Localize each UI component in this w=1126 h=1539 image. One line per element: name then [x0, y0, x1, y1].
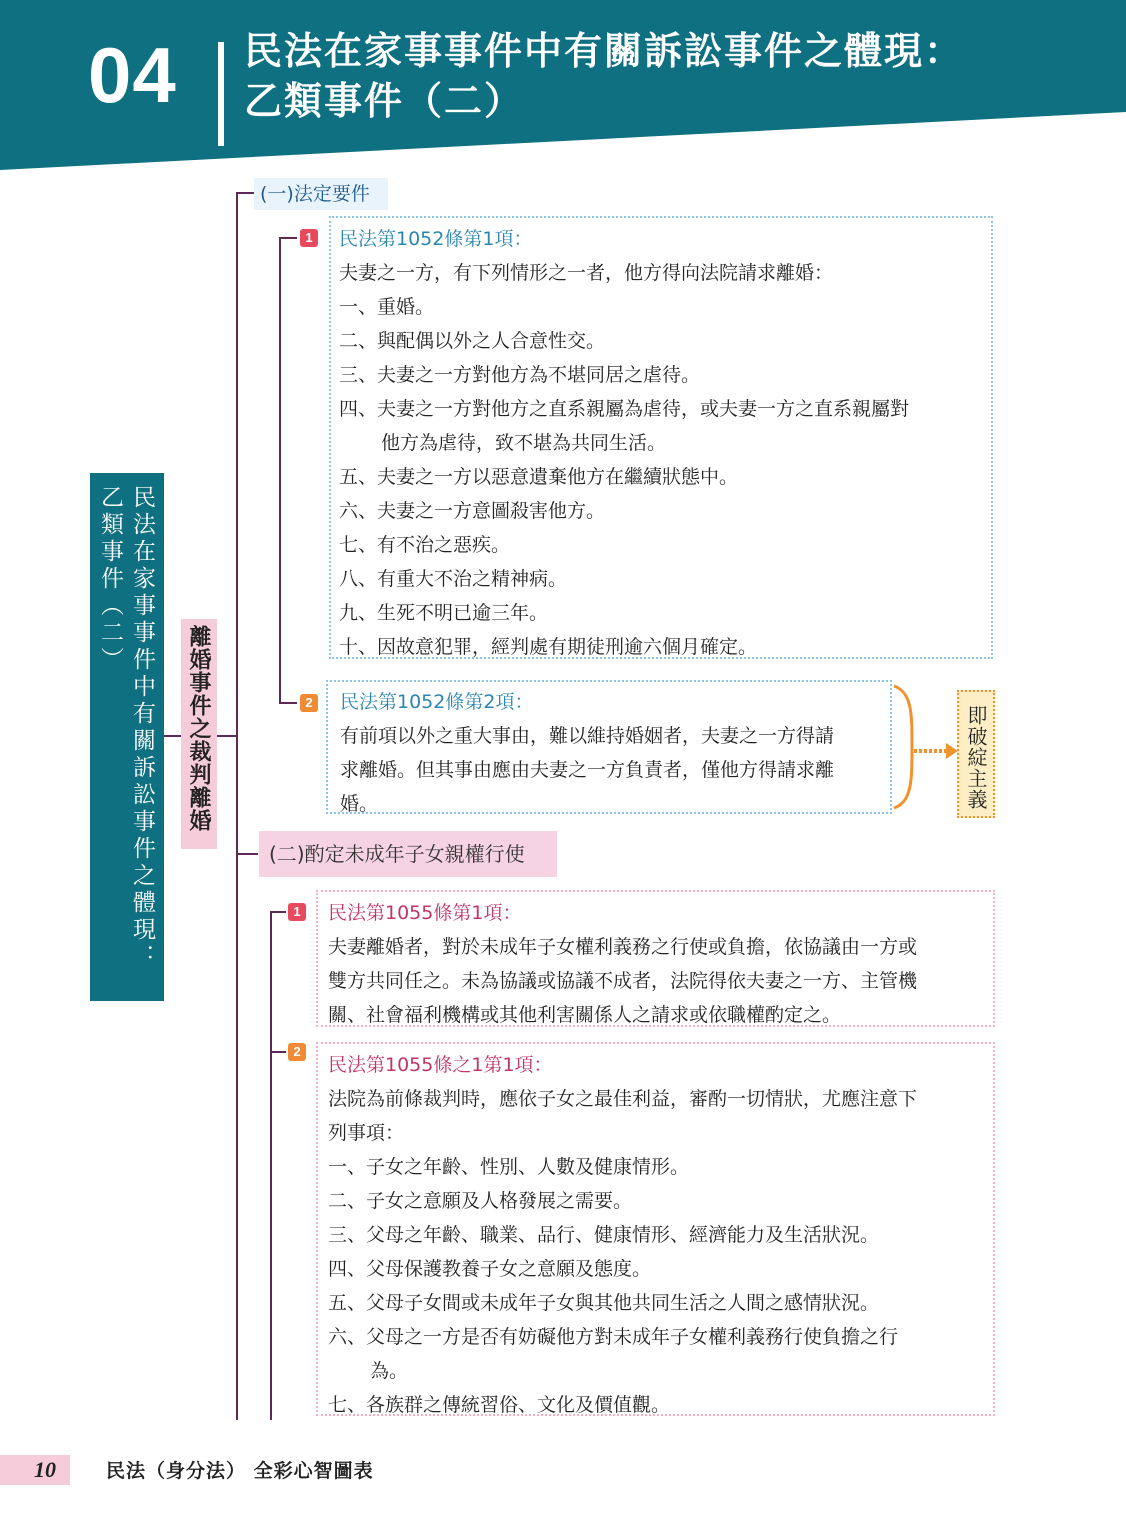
article-line: 九、生死不明已逾三年。 — [339, 602, 549, 624]
section2-item1-badge: 1 — [288, 903, 306, 921]
brace-arrow-icon — [890, 684, 960, 810]
section2-item2-badge: 2 — [288, 1043, 306, 1061]
section1-item2-box — [326, 680, 892, 814]
article-line: 有前項以外之重大事由，難以維持婚姻者，夫妻之一方得請 — [340, 725, 835, 747]
chapter-title-line1: 民法在家事事件中有關訴訟事件之體現： — [244, 28, 965, 73]
mindmap-level1-node: 離婚事件之裁判離婚 — [181, 619, 217, 849]
article-line: 三、父母之年齡、職業、品行、健康情形、經濟能力及生活狀況。 — [328, 1224, 880, 1246]
root-label-col1: 民法在家事事件中有關訴訟事件之體現： — [129, 485, 155, 971]
branch-section2 — [236, 853, 258, 855]
article-line: 夫妻之一方，有下列情形之一者，他方得向法院請求離婚： — [339, 262, 834, 284]
article-line: 一、重婚。 — [339, 296, 435, 318]
article-line: 一、子女之年齡、性別、人數及健康情形。 — [328, 1156, 690, 1178]
article-line: 七、各族群之傳統習俗、文化及價值觀。 — [328, 1394, 671, 1416]
article-line: 四、夫妻之一方對他方之直系親屬為虐待，或夫妻一方之直系親屬對 — [339, 398, 910, 420]
breakdown-principle-note: 即破綻主義 — [957, 690, 995, 818]
section2-item1-branch — [270, 911, 286, 913]
chapter-title — [244, 26, 964, 126]
article-line: 雙方共同任之。未為協議或協議不成者，法院得依夫妻之一方、主管機 — [328, 970, 918, 992]
section1-item2-badge: 2 — [300, 694, 318, 712]
section1-item2-branch — [279, 702, 297, 704]
article-line: 列事項： — [328, 1122, 405, 1144]
article-line: 二、與配偶以外之人合意性交。 — [339, 330, 606, 352]
article-line: 三、夫妻之一方對他方為不堪同居之虐待。 — [339, 364, 701, 386]
article-line: 六、父母之一方是否有妨礙他方對未成年子女權利義務行使負擔之行 — [328, 1326, 899, 1348]
article-line: 六、夫妻之一方意圖殺害他方。 — [339, 500, 606, 522]
article-line: 四、父母保護教養子女之意願及態度。 — [328, 1258, 652, 1280]
section2-item2-box — [316, 1042, 995, 1416]
article-line: 法院為前條裁判時，應依子女之最佳利益，審酌一切情狀，尤應注意下 — [328, 1088, 918, 1110]
article-line: 七、有不治之惡疾。 — [339, 534, 511, 556]
main-trunk — [236, 192, 238, 1420]
section2-trunk — [270, 911, 272, 1420]
root-connector — [164, 735, 181, 737]
article-line: 二、子女之意願及人格發展之需要。 — [328, 1190, 633, 1212]
article-line: 他方為虐待，致不堪為共同生活。 — [381, 432, 667, 454]
section1-item1-box — [329, 216, 993, 659]
section1-heading: (一)法定要件 — [254, 178, 388, 210]
chapter-divider — [218, 42, 224, 146]
page-number: 10 — [34, 1457, 56, 1482]
article-line: 八、有重大不治之精神病。 — [339, 568, 568, 590]
article-line: 關、社會福利機構或其他利害關係人之請求或依職權酌定之。 — [328, 1004, 842, 1026]
section2-item1-box — [316, 890, 995, 1027]
article-line: 婚。 — [340, 793, 379, 815]
article-line: 為。 — [370, 1360, 409, 1382]
level1-connector — [217, 735, 237, 737]
article-title: 民法第1055條之1第1項： — [328, 1054, 553, 1076]
article-title: 民法第1055條第1項： — [328, 902, 522, 924]
article-line: 十、因故意犯罪，經判處有期徒刑逾六個月確定。 — [339, 636, 758, 658]
article-line: 五、父母子女間或未成年子女與其他共同生活之人間之感情狀況。 — [328, 1292, 880, 1314]
chapter-header — [0, 0, 1126, 170]
section2-item2-branch — [270, 1051, 286, 1053]
mindmap-root-node — [90, 473, 164, 1001]
root-label-col2: 乙類事件（二） — [97, 485, 123, 674]
article-title: 民法第1052條第1項： — [339, 228, 533, 250]
book-title: 民法（身分法） 全彩心智圖表 — [106, 1460, 374, 1482]
section1-item1-badge: 1 — [300, 229, 318, 247]
article-line: 夫妻離婚者，對於未成年子女權利義務之行使或負擔，依協議由一方或 — [328, 936, 918, 958]
chapter-title-line2: 乙類事件（二） — [244, 78, 525, 123]
chapter-number: 04 — [88, 31, 177, 119]
branch-section1 — [236, 192, 254, 194]
section2-heading: (二)酌定未成年子女親權行使 — [259, 831, 557, 877]
section1-trunk — [279, 237, 281, 704]
section1-item1-branch — [279, 237, 297, 239]
article-line: 求離婚。但其事由應由夫妻之一方負責者，僅他方得請求離 — [340, 759, 835, 781]
article-line: 五、夫妻之一方以惡意遺棄他方在繼續狀態中。 — [339, 466, 739, 488]
article-title: 民法第1052條第2項： — [340, 691, 534, 713]
